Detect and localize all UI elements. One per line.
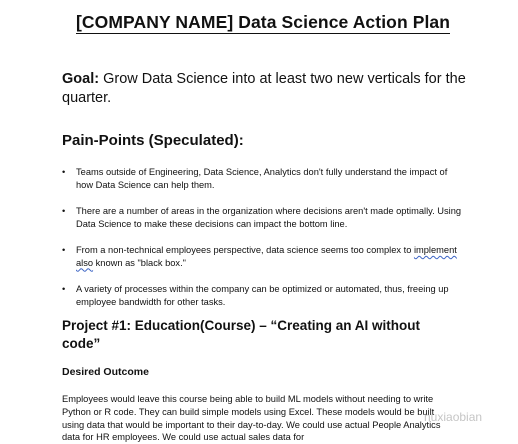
watermark: nuxiaobian: [424, 410, 483, 424]
list-item: [62, 205, 462, 230]
list-item-text: A variety of processes within the company can be optimized or automated, thus, freeing up employee bandwidth for other tasks.: [76, 284, 449, 307]
pain-points-list: [62, 166, 462, 322]
bullet-icon: •: [62, 206, 66, 216]
desired-outcome-heading: Desired Outcome: [62, 366, 149, 378]
list-item-text: Teams outside of Engineering, Data Science, Analytics don't fully understand the impact of how Data Science can help them.: [76, 167, 448, 190]
document-title: [76, 12, 450, 33]
goal-paragraph: [62, 70, 472, 108]
pain-points-heading: Pain-Points (Speculated):: [62, 132, 244, 149]
list-item-text-before: From a non-technical employees perspective, data science seems too complex to: [76, 245, 414, 255]
goal-text: Grow Data Science into at least two new verticals for the quarter.: [62, 71, 466, 106]
desired-outcome-text: Employees would leave this course being able to build ML models without needing to write Python or R code. They can build simple models using Excel. These models would be built using data that would be important to their day-to-day. We could use actual People Analytics data for HR employees. We could use actual sales data for: [62, 394, 441, 443]
list-item-text: There are a number of areas in the organization where decisions aren't made optimally. Using Data Science to make these decisions can impact the bottom line.: [76, 206, 462, 229]
document-title-text: [COMPANY NAME] Data Science Action Plan: [76, 12, 451, 32]
list-item: [62, 244, 462, 269]
bullet-icon: •: [62, 167, 66, 177]
goal-label: Goal:: [62, 71, 100, 87]
list-item-text-after: known as "black box.": [93, 257, 186, 268]
title-underline: [76, 33, 450, 35]
bullet-icon: •: [62, 245, 66, 255]
list-item: [62, 166, 462, 191]
spellcheck-squiggle-text[interactable]: implement also: [76, 245, 457, 268]
list-item: [62, 283, 462, 308]
bullet-icon: •: [62, 284, 66, 294]
project-heading: Project #1: Education(Course) – “Creating an AI without code”: [62, 318, 421, 351]
